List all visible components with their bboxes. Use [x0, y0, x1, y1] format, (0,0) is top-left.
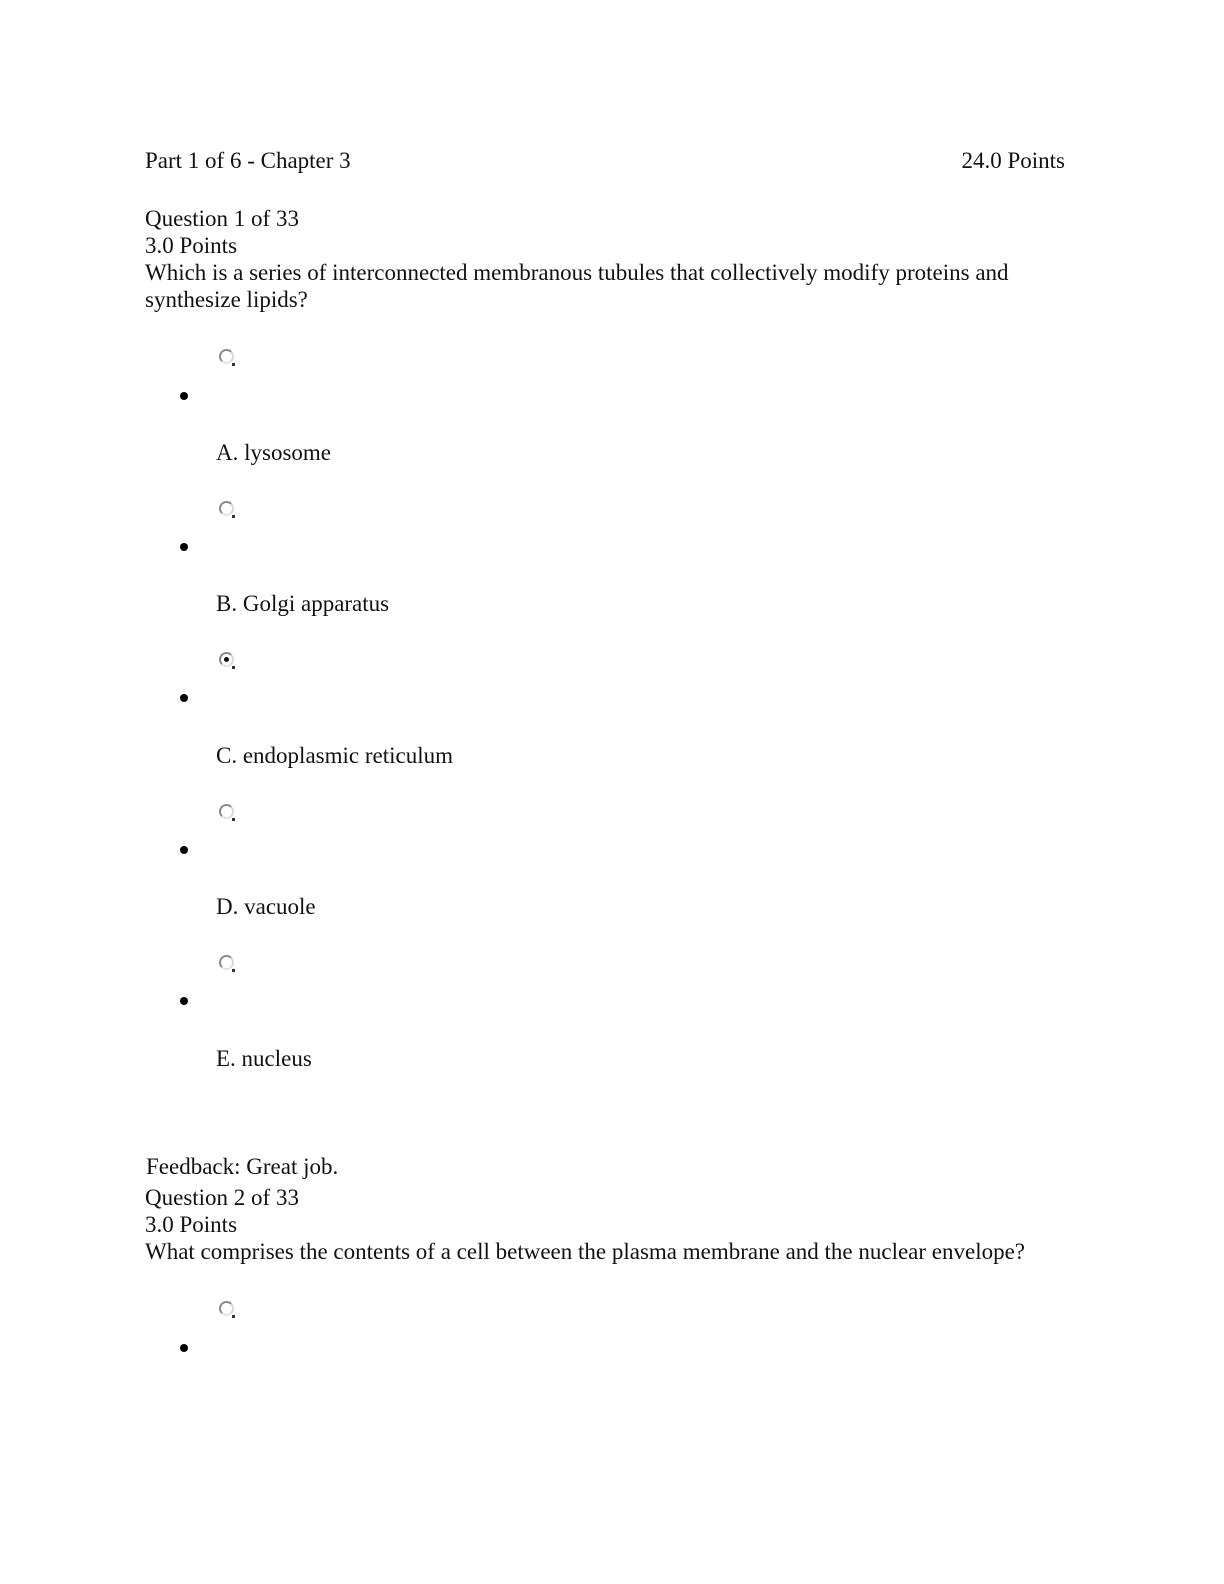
feedback-text: Feedback: Great job.	[146, 1154, 339, 1179]
list-bullet	[180, 997, 188, 1005]
question-2	[145, 1184, 1075, 1265]
question-number: Question 2 of 33	[145, 1185, 299, 1210]
question-text: What comprises the contents of a cell between the plasma membrane and the nuclear envelope?	[145, 1239, 1026, 1264]
radio-option-q2-a[interactable]	[219, 1301, 234, 1316]
question-text: Which is a series of interconnected membranous tubules that collectively modify proteins and synthesize lipids?	[145, 260, 1009, 312]
list-bullet	[180, 694, 188, 702]
list-bullet	[180, 846, 188, 854]
option-a-label: A. lysosome	[216, 440, 331, 465]
list-bullet	[180, 392, 188, 400]
list-bullet	[180, 543, 188, 551]
radio-option-c[interactable]	[219, 652, 234, 667]
radio-option-b[interactable]	[219, 501, 234, 516]
part-points: 24.0 Points	[961, 148, 1065, 173]
question-points: 3.0 Points	[145, 1212, 238, 1237]
option-e-label: E. nucleus	[216, 1046, 312, 1071]
list-bullet	[180, 1344, 188, 1352]
radio-option-e[interactable]	[219, 955, 234, 970]
radio-option-d[interactable]	[219, 804, 234, 819]
question-1	[145, 205, 1075, 313]
option-c-label: C. endoplasmic reticulum	[216, 743, 453, 768]
option-d-label: D. vacuole	[216, 894, 316, 919]
question-number: Question 1 of 33	[145, 206, 299, 231]
option-b-label: B. Golgi apparatus	[216, 591, 390, 616]
question-points: 3.0 Points	[145, 233, 238, 258]
radio-option-a[interactable]	[219, 349, 234, 364]
part-title: Part 1 of 6 - Chapter 3	[145, 148, 351, 173]
